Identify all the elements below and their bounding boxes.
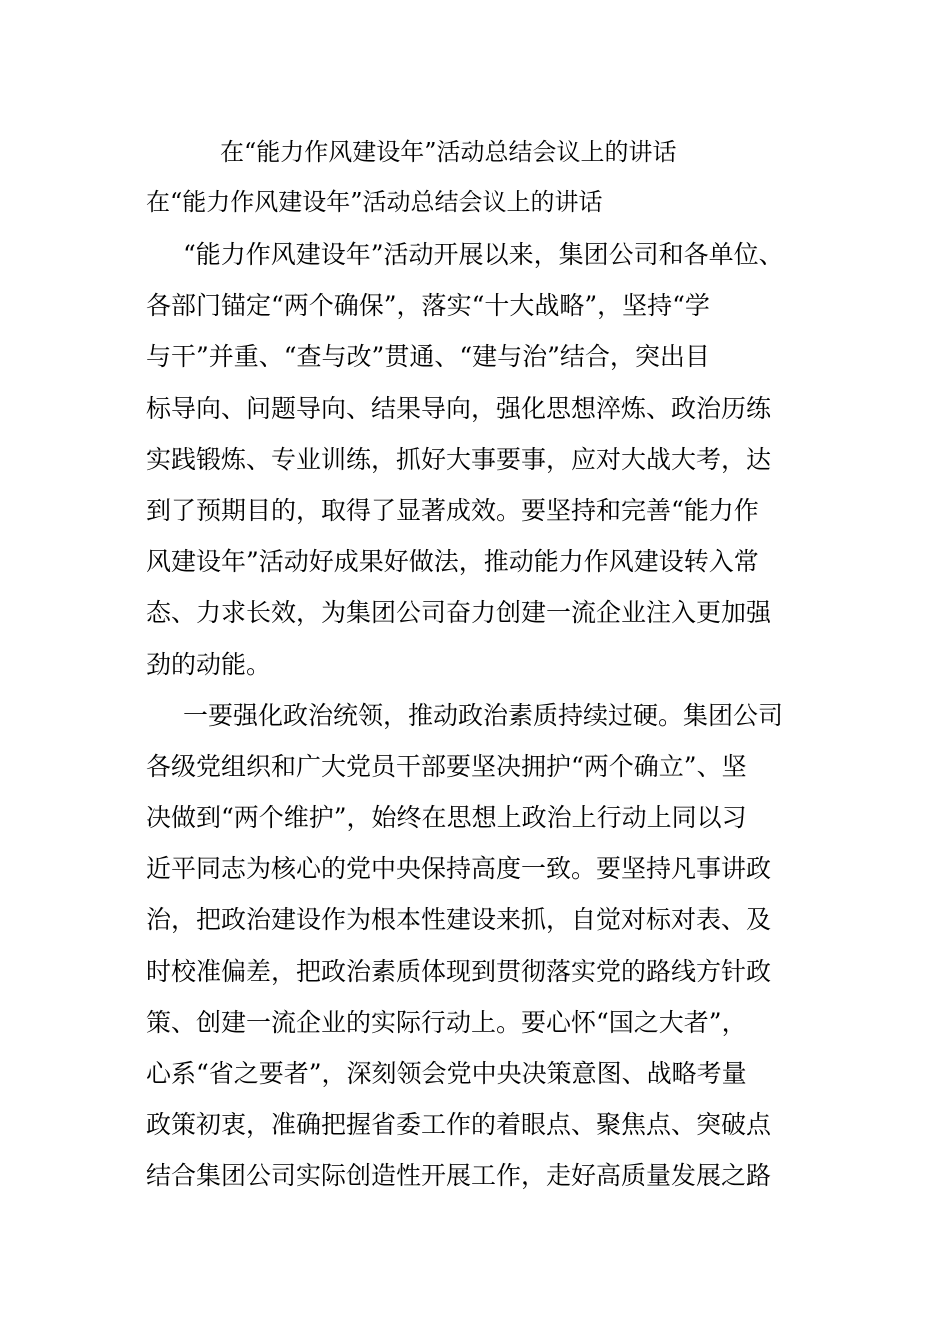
paragraph-2-line-3: 决做到“两个维护”，始终在思想上政治上行动上同以习 [146,803,747,833]
paragraph-2-line-1: 一要强化政治统领，推动政治素质持续过硬。集团公司 [183,700,784,730]
paragraph-1-line-9: 劲的动能。 [146,649,272,679]
paragraph-1-line-7: 风建设年”活动好成果好做法，推动能力作风建设转入常 [146,547,759,577]
paragraph-2-line-5: 治，把政治建设作为根本性建设来抓，自觉对标对表、及 [146,905,772,935]
paragraph-2-line-7: 策、创建一流企业的实际行动上。要心怀“国之大者”， [146,1007,747,1037]
document-subtitle: 在“能力作风建设年”活动总结会议上的讲话 [146,188,603,216]
paragraph-2-line-2: 各级党组织和广大党员干部要坚决拥护“两个确立”、坚 [146,751,747,781]
paragraph-1-line-6: 到了预期目的，取得了显著成效。要坚持和完善“能力作 [146,495,759,525]
paragraph-1-line-8: 态、力求长效，为集团公司奋力创建一流企业注入更加强 [146,598,772,628]
paragraph-1-line-3: 与干”并重、“查与改”贯通、“建与治”结合，突出目 [146,342,710,372]
paragraph-2-line-6: 时校准偏差，把政治素质体现到贯彻落实党的路线方针政 [146,956,772,986]
paragraph-2-line-8: 心系“省之要者”，深刻领会党中央决策意图、战略考量 [146,1059,747,1088]
paragraph-1-line-5: 实践锻炼、专业训练，抓好大事要事，应对大战大考，达 [146,444,772,474]
paragraph-1-line-4: 标导向、问题导向、结果导向，强化思想淬炼、政治历练 [146,393,772,423]
paragraph-2-line-9: 政策初衷，准确把握省委工作的着眼点、聚焦点、突破点 [146,1110,772,1140]
document-title: 在“能力作风建设年”活动总结会议上的讲话 [220,138,677,166]
document-body [146,229,846,1202]
paragraph-2-line-10: 结合集团公司实际创造性开展工作，走好高质量发展之路 [146,1161,772,1191]
paragraph-1-line-1: “能力作风建设年”活动开展以来，集团公司和各单位、 [183,240,784,269]
paragraph-1-line-2: 各部门锚定“两个确保”，落实“十大战略”，坚持“学 [146,291,710,321]
paragraph-2-line-4: 近平同志为核心的党中央保持高度一致。要坚持凡事讲政 [146,854,772,884]
